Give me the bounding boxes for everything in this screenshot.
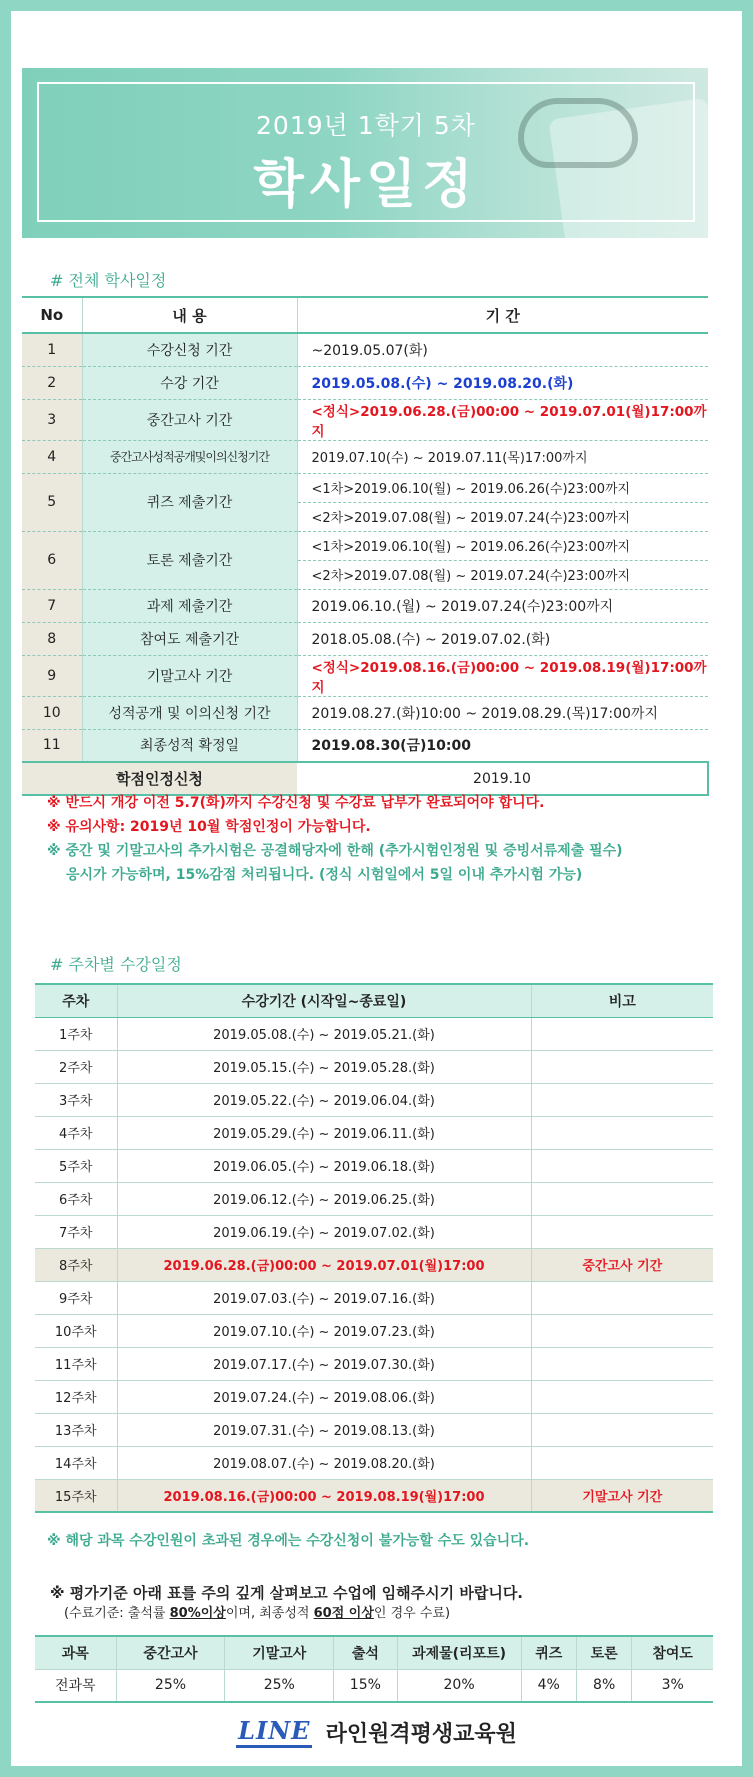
grading-table [35,1635,713,1703]
week-period: 2019.05.08.(수) ~ 2019.05.21.(화) [117,1017,531,1050]
week-row [35,1347,713,1380]
certify-label: 학점인정신청 [22,762,297,795]
week-remark [531,1215,713,1248]
row-name: 성적공개 및 이의신청 기간 [82,696,297,729]
week-remark [531,1281,713,1314]
row-period-second: <2차>2019.07.08(월) ~ 2019.07.24(수)23:00까지 [297,502,708,531]
week-row [35,1182,713,1215]
weekly-section-title: # 주차별 수강일정 [50,955,182,974]
week-period: 2019.08.07.(수) ~ 2019.08.20.(화) [117,1446,531,1479]
banner-border-box [37,82,695,222]
week-label: 1주차 [35,1017,117,1050]
grading-value: 4% [521,1669,576,1702]
criteria-subtitle [64,1602,450,1621]
row-no: 9 [22,655,82,696]
col-period: 기 간 [297,297,708,333]
row-name: 최종성적 확정일 [82,729,297,762]
row-no: 6 [22,531,82,589]
schedule-table [22,296,709,796]
grading-value-row [35,1669,713,1702]
schedule-row [22,440,708,473]
weekly-header-row [35,984,713,1017]
criteria-sub-mid: 이며, 최종성적 [225,1606,314,1621]
row-no: 8 [22,622,82,655]
row-name: 퀴즈 제출기간 [82,473,297,531]
row-name: 수강 기간 [82,366,297,399]
row-no: 10 [22,696,82,729]
week-period: 2019.05.15.(수) ~ 2019.05.28.(화) [117,1050,531,1083]
row-no: 3 [22,399,82,440]
week-period: 2019.07.03.(수) ~ 2019.07.16.(화) [117,1281,531,1314]
row-name: 기말고사 기간 [82,655,297,696]
org-name: 라인원격평생교육원 [325,1721,517,1747]
week-label: 10주차 [35,1314,117,1347]
criteria-score: 60점 이상 [313,1606,374,1621]
grading-value: 8% [576,1669,631,1702]
schedule-header-row [22,297,708,333]
schedule-row [22,399,708,440]
schedule-row [22,366,708,399]
row-name: 참여도 제출기간 [82,622,297,655]
grading-header: 중간고사 [116,1636,225,1669]
certify-row [22,762,708,795]
row-no: 2 [22,366,82,399]
week-period: 2019.06.05.(수) ~ 2019.06.18.(화) [117,1149,531,1182]
col-week: 주차 [35,984,117,1017]
grading-header: 과제물(리포트) [397,1636,521,1669]
schedule-row [22,473,708,502]
week-label: 7주차 [35,1215,117,1248]
week-period: 2019.06.28.(금)00:00 ~ 2019.07.01(월)17:00 [117,1248,531,1281]
col-content: 내 용 [82,297,297,333]
week-label: 4주차 [35,1116,117,1149]
week-label: 15주차 [35,1479,117,1512]
week-label: 6주차 [35,1182,117,1215]
week-row [35,1446,713,1479]
week-row [35,1380,713,1413]
row-period-second: <2차>2019.07.08(월) ~ 2019.07.24(수)23:00까지 [297,560,708,589]
week-row [35,1413,713,1446]
week-period: 2019.07.17.(수) ~ 2019.07.30.(화) [117,1347,531,1380]
row-period: 2019.05.08.(수) ~ 2019.08.20.(화) [297,366,708,399]
row-name: 수강신청 기간 [82,333,297,366]
week-period: 2019.06.19.(수) ~ 2019.07.02.(화) [117,1215,531,1248]
week-label: 11주차 [35,1347,117,1380]
week-remark: 중간고사 기간 [531,1248,713,1281]
row-no: 5 [22,473,82,531]
week-period: 2019.07.31.(수) ~ 2019.08.13.(화) [117,1413,531,1446]
week-label: 5주차 [35,1149,117,1182]
grading-value: 15% [334,1669,397,1702]
week-label: 14주차 [35,1446,117,1479]
week-label: 2주차 [35,1050,117,1083]
banner-title: 학사일정 [253,155,479,215]
week-period: 2019.08.16.(금)00:00 ~ 2019.08.19(월)17:00 [117,1479,531,1512]
schedule-row [22,729,708,762]
row-period-first: <1차>2019.06.10(월) ~ 2019.06.26(수)23:00까지 [297,531,708,560]
row-name: 과제 제출기간 [82,589,297,622]
row-name: 중간고사 기간 [82,399,297,440]
capacity-note: ※ 해당 과목 수강인원이 초과된 경우에는 수강신청이 불가능할 수도 있습니다. [47,1533,530,1549]
certify-value: 2019.10 [297,762,708,795]
schedule-row [22,531,708,560]
week-period: 2019.05.29.(수) ~ 2019.06.11.(화) [117,1116,531,1149]
grading-header: 토론 [576,1636,631,1669]
row-no: 1 [22,333,82,366]
col-no: No [22,297,82,333]
week-label: 12주차 [35,1380,117,1413]
grading-value: 25% [225,1669,334,1702]
week-row-highlight [35,1479,713,1512]
schedule-row [22,696,708,729]
week-period: 2019.07.24.(수) ~ 2019.08.06.(화) [117,1380,531,1413]
row-period: 2019.07.10(수) ~ 2019.07.11(목)17:00까지 [297,440,708,473]
banner-subtitle: 2019년 1학기 5차 [256,111,476,140]
week-row [35,1116,713,1149]
row-period: ~2019.05.07(화) [297,333,708,366]
row-period: <정식>2019.08.16.(금)00:00 ~ 2019.08.19(월)17:00까지 [297,655,708,696]
row-period-first: <1차>2019.06.10(월) ~ 2019.06.26(수)23:00까지 [297,473,708,502]
notice-line: ※ 유의사항: 2019년 10월 학점인정이 가능합니다. [47,819,371,835]
week-row [35,1215,713,1248]
week-remark [531,1347,713,1380]
week-remark [531,1149,713,1182]
grading-value: 20% [397,1669,521,1702]
criteria-attendance: 80%이상 [169,1606,226,1621]
footer-logo [0,1716,753,1748]
row-period: 2019.08.27.(화)10:00 ~ 2019.08.29.(목)17:00까지 [297,696,708,729]
row-no: 7 [22,589,82,622]
week-remark [531,1017,713,1050]
week-row [35,1083,713,1116]
grading-header: 퀴즈 [521,1636,576,1669]
week-label: 8주차 [35,1248,117,1281]
row-no: 11 [22,729,82,762]
week-label: 9주차 [35,1281,117,1314]
grading-value: 25% [116,1669,225,1702]
week-row [35,1281,713,1314]
grading-value: 3% [632,1669,713,1702]
week-remark [531,1314,713,1347]
row-period: 2019.06.10.(월) ~ 2019.07.24(수)23:00까지 [297,589,708,622]
row-period: 2019.08.30(금)10:00 [297,729,708,762]
grading-value: 전과목 [35,1669,116,1702]
col-period: 수강기간 (시작일~종료일) [117,984,531,1017]
notice-line: ※ 반드시 개강 이전 5.7(화)까지 수강신청 및 수강료 납부가 완료되어야 합니다. [47,795,545,811]
week-remark [531,1182,713,1215]
week-period: 2019.05.22.(수) ~ 2019.06.04.(화) [117,1083,531,1116]
week-remark [531,1446,713,1479]
row-no: 4 [22,440,82,473]
week-remark [531,1083,713,1116]
week-row [35,1050,713,1083]
grading-header: 기말고사 [225,1636,334,1669]
row-name: 토론 제출기간 [82,531,297,589]
col-remark: 비고 [531,984,713,1017]
week-period: 2019.06.12.(수) ~ 2019.06.25.(화) [117,1182,531,1215]
schedule-row [22,333,708,366]
week-row [35,1314,713,1347]
row-period: <정식>2019.06.28.(금)00:00 ~ 2019.07.01(월)17:00까지 [297,399,708,440]
row-name: 중간고사성적공개및이의신청기간 [82,440,297,473]
week-remark: 기말고사 기간 [531,1479,713,1512]
week-period: 2019.07.10.(수) ~ 2019.07.23.(화) [117,1314,531,1347]
schedule-row [22,655,708,696]
schedule-row [22,589,708,622]
header-banner [22,68,708,238]
grading-header: 출석 [334,1636,397,1669]
week-remark [531,1380,713,1413]
week-remark [531,1413,713,1446]
week-row-highlight [35,1248,713,1281]
row-period: 2018.05.08.(수) ~ 2019.07.02.(화) [297,622,708,655]
notice-line: ※ 중간 및 기말고사의 추가시험은 공결해당자에 한해 (추가시험인정원 및 증빙서류제출 필수) [47,843,623,859]
criteria-title: ※ 평가기준 아래 표를 주의 깊게 살펴보고 수업에 임해주시기 바랍니다. [50,1584,524,1602]
week-row [35,1017,713,1050]
grading-header-row [35,1636,713,1669]
weekly-table [35,983,713,1513]
criteria-sub-suffix: 인 경우 수료) [373,1606,451,1621]
logo-mark: LINE [236,1716,312,1748]
week-label: 3주차 [35,1083,117,1116]
notice-line: 응시가 가능하며, 15%감점 처리됩니다. (정식 시험일에서 5일 이내 추가시험 가능) [66,867,583,883]
week-label: 13주차 [35,1413,117,1446]
week-remark [531,1116,713,1149]
week-row [35,1149,713,1182]
week-remark [531,1050,713,1083]
schedule-row [22,622,708,655]
grading-header: 과목 [35,1636,116,1669]
schedule-section-title: # 전체 학사일정 [50,271,167,290]
grading-header: 참여도 [632,1636,713,1669]
criteria-sub-prefix: (수료기준: 출석률 [64,1606,170,1621]
